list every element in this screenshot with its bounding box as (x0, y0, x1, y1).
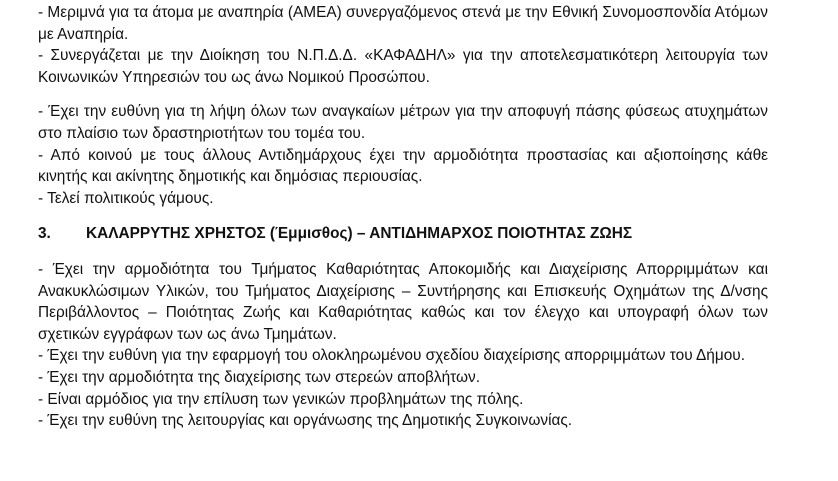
paragraph-city-problems: - Είναι αρμόδιος για την επίλυση των γενικών προβλημάτων της πόλης. (38, 390, 524, 408)
paragraph-civil-weddings: - Τελεί πολιτικούς γάμους. (38, 189, 214, 207)
paragraph-group-a (38, 2, 768, 88)
section-3-number: 3. (38, 225, 51, 243)
document-page (38, 0, 768, 432)
section-3-heading (38, 223, 768, 245)
section-3-title: ΚΑΛΑΡΡΥΤΗΣ ΧΡΗΣΤΟΣ (Έμμισθος) – ΑΝΤΙΔΗΜΑΡΧΟΣ ΠΟΙΟΤΗΤΑΣ ΖΩΗΣ (86, 225, 633, 243)
paragraph-kafadil: - Συνεργάζεται με την Διοίκηση του Ν.Π.Δ.Δ. «ΚΑΦΑΔΗΛ» για την αποτελεσματικότερη λειτουργία των Κοινωνικών Υπηρεσιών του ως άνω Νομικού Προσώπου. (38, 47, 768, 86)
paragraph-waste-plan: - Έχει την ευθύνη για την εφαρμογή του ολοκληρωμένου σχεδίου διαχείρισης απορριμμάτων του Δήμου. (38, 347, 745, 365)
paragraph-cleaning-department: - Έχει την αρμοδιότητα του Τμήματος Καθαριότητας Αποκομιδής και Διαχείρισης Απορριμμάτων και Ανακυκλώσιμων Υλικών, του Τμήματος Διαχείρισης – Συντήρησης και Επισκευής Οχημάτων της Δ/νσης Περιβάλλοντος – Ποιότητας Ζωής και Καθαριότητας καθώς και τον έλεγχο και υπογραφή όλων των σχετικών εγγράφων των ως άνω Τμημάτων. (38, 260, 768, 343)
paragraph-amea: - Μεριμνά για τα άτομα με αναπηρία (ΑΜΕΑ) συνεργαζόμενος στενά με την Εθνική Συνομοσπονδία Ατόμων με Αναπηρία. (38, 4, 768, 43)
paragraph-property-protection: - Από κοινού με τους άλλους Αντιδημάρχους έχει την αρμοδιότητα προστασίας και αξιοποίησης κάθε κινητής και ακίνητης δημοτικής και δημόσιας περιουσίας. (38, 146, 768, 186)
paragraph-accident-prevention: - Έχει την ευθύνη για τη λήψη όλων των αναγκαίων μέτρων για την αποφυγή πάσης φύσεως ατυχημάτων στο πλαίσιο των δραστηριοτήτων του τομέα του. (38, 103, 768, 142)
paragraph-group-b (38, 101, 768, 209)
paragraph-group-c (38, 259, 768, 432)
paragraph-public-transport: - Έχει την ευθύνη της λειτουργίας και οργάνωσης της Δημοτικής Συγκοινωνίας. (38, 412, 573, 430)
paragraph-solid-waste: - Έχει την αρμοδιότητα της διαχείρισης των στερεών αποβλήτων. (38, 368, 481, 386)
